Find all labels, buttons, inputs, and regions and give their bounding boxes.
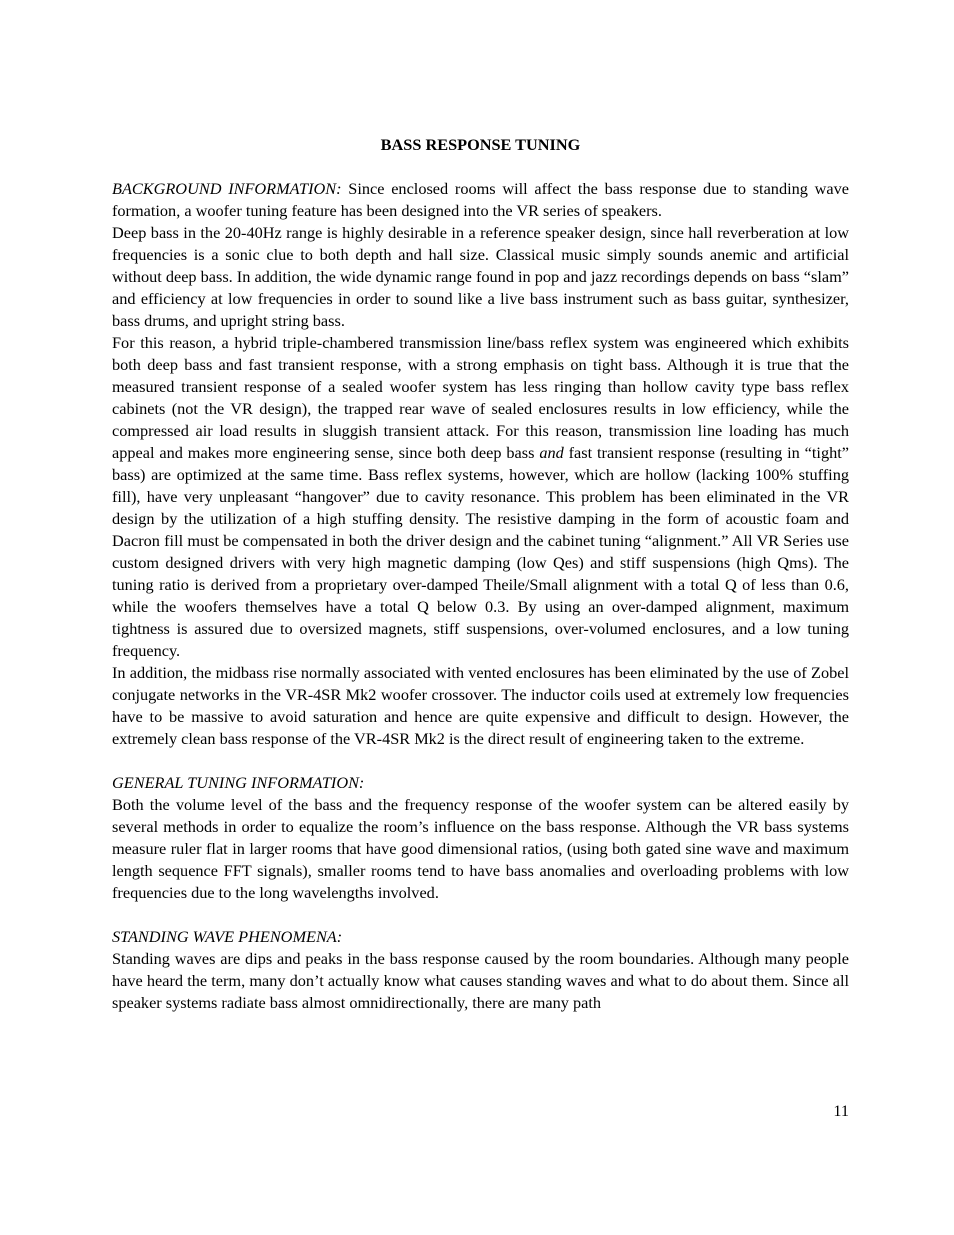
hybrid-system-text-a: For this reason, a hybrid triple-chambered transmission line/bass reflex system was engineered which exhibits both deep bass and fast transient response, with a strong emphasis on tight bass. Although it is true that the measured transient response of a sealed woofer system has less ringing than hollow cavity type bass reflex cabinets (not the VR design), the trapped rear wave of sealed enclosures results in low efficiency, while the compressed air load results in sluggish transient attack. For this reason, transmission line loading has much appeal and makes more engineering sense, since both deep bass <box>112 333 849 462</box>
emphasis-and: and <box>539 443 564 462</box>
page-number: 11 <box>833 1101 849 1120</box>
general-tuning-paragraph: Both the volume level of the bass and the frequency response of the woofer system can be altered easily by several methods in order to equalize the room’s influence on the bass response. Although the VR bass systems measure ruler flat in larger rooms that have good dimensional ratios, (using both gated sine wave and maximum length sequence FFT signals), smaller rooms tend to have bass anomalies and overloading problems with low frequencies due to the long wavelengths involved. <box>112 795 849 902</box>
deep-bass-paragraph: Deep bass in the 20-40Hz range is highly desirable in a reference speaker design, since hall reverberation at low frequencies is a sonic clue to both depth and hall size. Classical music simply sounds anemic and artificial without deep bass. In addition, the wide dynamic range found in pop and jazz recordings depends on bass “slam” and efficiency at low frequencies in order to sound like a live bass instrument such as bass guitar, synthesizer, bass drums, and upright string bass. <box>112 223 849 330</box>
hybrid-system-paragraph <box>112 332 849 662</box>
general-tuning-heading: GENERAL TUNING INFORMATION: <box>112 773 365 792</box>
background-paragraph <box>112 178 849 222</box>
hybrid-system-text-b: fast transient response (resulting in “tight” bass) are optimized at the same time. Bass reflex systems, however, which are hollow (lacking 100% stuffing fill), have very unpleasant “hangover” due to cavity resonance. This problem has been eliminated in the VR design by the utilization of a high stuffing density. The resistive damping in the form of acoustic foam and Dacron fill must be compensated in both the driver design and the cabinet tuning “alignment.” All VR Series use custom designed drivers with very high magnetic damping (low Qes) and stiff suspensions (high Qms). The tuning ratio is derived from a proprietary over-damped Theile/Small alignment with a total Q of less than 0.6, while the woofers themselves have a total Q below 0.3. By using an over-damped alignment, maximum tightness is assured due to oversized magnets, stiff suspensions, over-volumed enclosures, and a low tuning frequency. <box>112 443 849 660</box>
midbass-paragraph: In addition, the midbass rise normally associated with vented enclosures has been eliminated by the use of Zobel conjugate networks in the VR-4SR Mk2 woofer crossover. The inductor coils used at extremely low frequencies have to be massive to avoid saturation and hence are quite expensive and difficult to design. However, the extremely clean bass response of the VR-4SR Mk2 is the direct result of engineering taken to the extreme. <box>112 663 849 748</box>
section-gap <box>112 750 849 772</box>
section-gap <box>112 904 849 926</box>
page-title: BASS RESPONSE TUNING <box>380 135 581 154</box>
standing-wave-paragraph: Standing waves are dips and peaks in the bass response caused by the room boundaries. Although many people have heard the term, many don’t actually know what causes standing waves and what to do about them. Since all speaker systems radiate bass almost omnidirectionally, there are many path <box>112 949 849 1012</box>
background-label: BACKGROUND INFORMATION: <box>112 179 342 198</box>
page-body <box>112 134 849 1014</box>
background-intro: Since enclosed rooms will affect the bass response due to standing wave formation, a woofer tuning feature has been designed into the VR series of speakers. <box>112 179 849 220</box>
standing-wave-heading: STANDING WAVE PHENOMENA: <box>112 927 343 946</box>
